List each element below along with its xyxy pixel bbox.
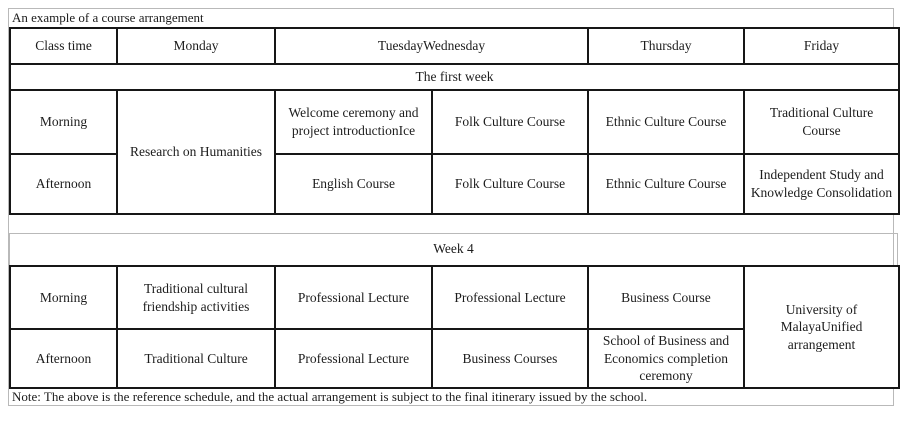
week4-afternoon-tuesday-cell: Professional Lecture <box>275 329 432 388</box>
week4-morning-monday-cell: Traditional cultural friendship activities <box>117 266 275 329</box>
week1-monday-cell: Research on Humanities <box>117 90 275 214</box>
header-class-time: Class time <box>10 28 117 64</box>
week1-afternoon-label: Afternoon <box>10 154 117 214</box>
week1-morning-row <box>10 90 899 154</box>
week1-morning-tuesday-cell: Welcome ceremony and project introductionIce <box>275 90 432 154</box>
week1-morning-friday-cell: Traditional Culture Course <box>744 90 899 154</box>
week4-section-label: Week 4 <box>9 233 898 265</box>
section-gap <box>9 215 893 233</box>
header-thursday: Thursday <box>588 28 744 64</box>
week1-afternoon-friday-cell: Independent Study and Knowledge Consolidation <box>744 154 899 214</box>
week4-afternoon-thursday-cell: School of Business and Economics completion ceremony <box>588 329 744 388</box>
week4-morning-row <box>10 266 899 329</box>
week1-morning-label: Morning <box>10 90 117 154</box>
week4-morning-wednesday-cell: Professional Lecture <box>432 266 588 329</box>
header-monday: Monday <box>117 28 275 64</box>
week1-morning-wednesday-cell: Folk Culture Course <box>432 90 588 154</box>
week4-morning-thursday-cell: Business Course <box>588 266 744 329</box>
week4-afternoon-wednesday-cell: Business Courses <box>432 329 588 388</box>
header-row <box>10 28 899 64</box>
week4-morning-label: Morning <box>10 266 117 329</box>
week1-section-label: The first week <box>10 64 899 90</box>
header-friday: Friday <box>744 28 899 64</box>
footer-note: Note: The above is the reference schedule, and the actual arrangement is subject to the final itinerary issued by the school. <box>12 388 648 404</box>
schedule-panel <box>8 8 894 406</box>
week1-afternoon-tuesday-cell: English Course <box>275 154 432 214</box>
week4-table <box>9 265 900 389</box>
week1-table <box>9 27 900 215</box>
week4-afternoon-monday-cell: Traditional Culture <box>117 329 275 388</box>
page-title: An example of a course arrangement <box>12 10 204 25</box>
header-tuesday-wednesday: TuesdayWednesday <box>275 28 588 64</box>
week1-afternoon-wednesday-cell: Folk Culture Course <box>432 154 588 214</box>
week1-morning-thursday-cell: Ethnic Culture Course <box>588 90 744 154</box>
week4-friday-cell: University of MalayaUnified arrangement <box>744 266 899 388</box>
week1-section-row <box>10 64 899 90</box>
week1-afternoon-thursday-cell: Ethnic Culture Course <box>588 154 744 214</box>
week4-morning-tuesday-cell: Professional Lecture <box>275 266 432 329</box>
week4-afternoon-label: Afternoon <box>10 329 117 388</box>
